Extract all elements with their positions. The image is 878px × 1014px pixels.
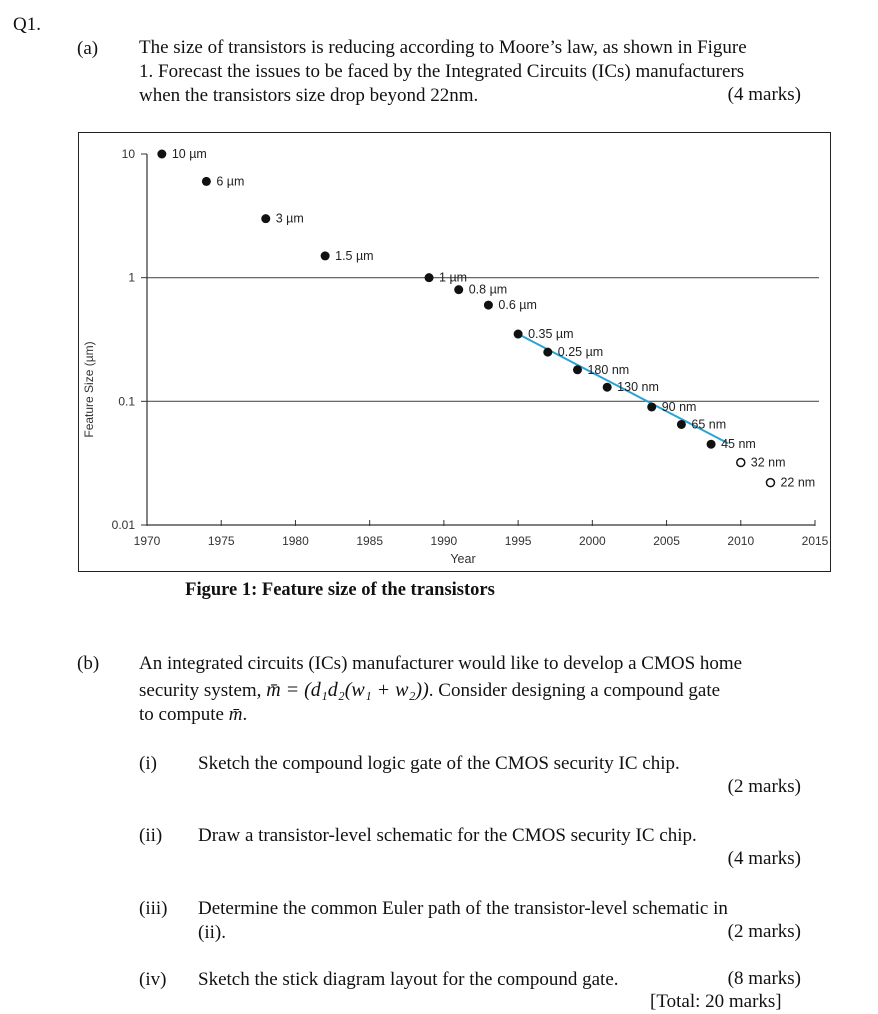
part-b-line-3-post: . — [242, 704, 248, 725]
part-b-line-3-pre: to compute — [139, 704, 229, 725]
part-a-text — [139, 36, 801, 108]
part-b-formula: m̄ = (d₁d₂(w₁ + w₂)) — [266, 679, 429, 701]
x-tick-label-2000: 2000 — [578, 534, 606, 548]
data-label-6: 0.6 µm — [498, 298, 537, 313]
part-a-line-3: when the transistors size drop beyond 22nm. — [139, 85, 479, 106]
x-tick-label-2005: 2005 — [653, 534, 680, 548]
data-point-13 — [707, 440, 716, 449]
subpart-ii-label: (ii) — [139, 825, 163, 846]
x-tick-label-1995: 1995 — [504, 534, 532, 548]
subpart-i-label: (i) — [139, 753, 157, 774]
data-label-11: 90 nm — [661, 399, 697, 414]
data-label-7: 0.35 µm — [528, 327, 574, 342]
data-point-3 — [321, 251, 330, 260]
part-a-label: (a) — [77, 38, 99, 59]
data-label-5: 0.8 µm — [468, 282, 508, 297]
subpart-iv-marks: (8 marks) — [727, 968, 801, 989]
data-label-10: 130 nm — [617, 380, 659, 395]
part-b-line-3-var: m̄ — [228, 704, 243, 725]
part-a-marks: (4 marks) — [727, 84, 801, 105]
subpart-i-marks: (2 marks) — [727, 776, 801, 797]
data-point-5 — [454, 285, 463, 294]
subpart-iii-marks: (2 marks) — [727, 921, 801, 942]
data-point-15 — [766, 479, 774, 487]
x-tick-label-1980: 1980 — [282, 534, 309, 548]
part-b-line-2-post: . Consider designing a compound gate — [428, 680, 721, 701]
y-tick-label-1: 1 — [128, 270, 135, 285]
subpart-iii-label: (iii) — [139, 898, 168, 919]
feature-size-chart — [79, 133, 830, 571]
subpart-iii-text — [198, 897, 801, 945]
x-tick-label-1970: 1970 — [133, 534, 161, 548]
data-point-2 — [261, 214, 270, 223]
x-axis-title: Year — [450, 552, 476, 566]
data-label-1: 6 µm — [216, 174, 245, 189]
part-b-line-2-pre: security system, — [139, 680, 267, 701]
x-tick-label-1975: 1975 — [207, 534, 235, 548]
subpart-ii-text: Draw a transistor-level schematic for the CMOS security IC chip. — [198, 825, 697, 846]
part-b-label: (b) — [77, 653, 100, 674]
figure-caption: Figure 1: Feature size of the transistors — [185, 580, 495, 600]
y-tick-label-0.1: 0.1 — [118, 394, 135, 409]
subpart-iii-line-2: (ii). — [198, 922, 226, 943]
x-tick-label-2015: 2015 — [801, 534, 829, 548]
x-tick-label-1990: 1990 — [430, 534, 458, 548]
data-point-1 — [202, 177, 211, 186]
subpart-i-text: Sketch the compound logic gate of the CMOS security IC chip. — [198, 753, 680, 774]
data-point-0 — [157, 150, 166, 159]
subpart-iv-label: (iv) — [139, 969, 167, 990]
data-point-7 — [514, 330, 523, 339]
y-tick-label-0.01: 0.01 — [111, 518, 135, 532]
subpart-iii-line-1: Determine the common Euler path of the transistor-level schematic in — [198, 898, 728, 919]
total-marks: [Total: 20 marks] — [650, 991, 782, 1012]
y-tick-label-10: 10 — [121, 147, 135, 161]
part-a-line-1: The size of transistors is reducing according to Moore’s law, as shown in Figure — [139, 37, 747, 58]
data-point-4 — [425, 273, 434, 282]
data-point-10 — [603, 383, 612, 392]
data-point-6 — [484, 301, 493, 310]
part-b-text — [139, 652, 801, 727]
x-tick-label-2010: 2010 — [727, 534, 755, 548]
part-b-line-1: An integrated circuits (ICs) manufacturer would like to develop a CMOS home — [139, 653, 743, 674]
figure-1-frame — [78, 132, 831, 572]
data-label-0: 10 µm — [171, 147, 207, 161]
y-axis-title: Feature Size (µm) — [82, 341, 96, 438]
data-point-14 — [737, 459, 745, 467]
part-b-line-2 — [139, 678, 801, 703]
data-label-15: 22 nm — [780, 475, 816, 490]
x-tick-label-1985: 1985 — [356, 534, 384, 548]
data-point-12 — [677, 420, 686, 429]
data-label-2: 3 µm — [275, 211, 304, 226]
data-label-4: 1 µm — [439, 270, 468, 285]
part-a-line-2: 1. Forecast the issues to be faced by the Integrated Circuits (ICs) manufacturers — [139, 61, 745, 82]
data-label-8: 0.25 µm — [557, 345, 604, 360]
data-point-11 — [647, 402, 656, 411]
data-label-3: 1.5 µm — [335, 248, 374, 263]
part-b-line-3 — [139, 703, 801, 727]
subpart-ii-marks: (4 marks) — [727, 848, 801, 869]
question-number: Q1. — [13, 14, 41, 35]
data-label-12: 65 nm — [691, 417, 727, 432]
data-label-13: 45 nm — [721, 437, 756, 452]
data-label-14: 32 nm — [750, 455, 786, 470]
data-point-9 — [573, 365, 582, 374]
subpart-iv-text: Sketch the stick diagram layout for the compound gate. — [198, 969, 619, 990]
data-point-8 — [543, 348, 552, 357]
data-label-9: 180 nm — [587, 362, 630, 377]
